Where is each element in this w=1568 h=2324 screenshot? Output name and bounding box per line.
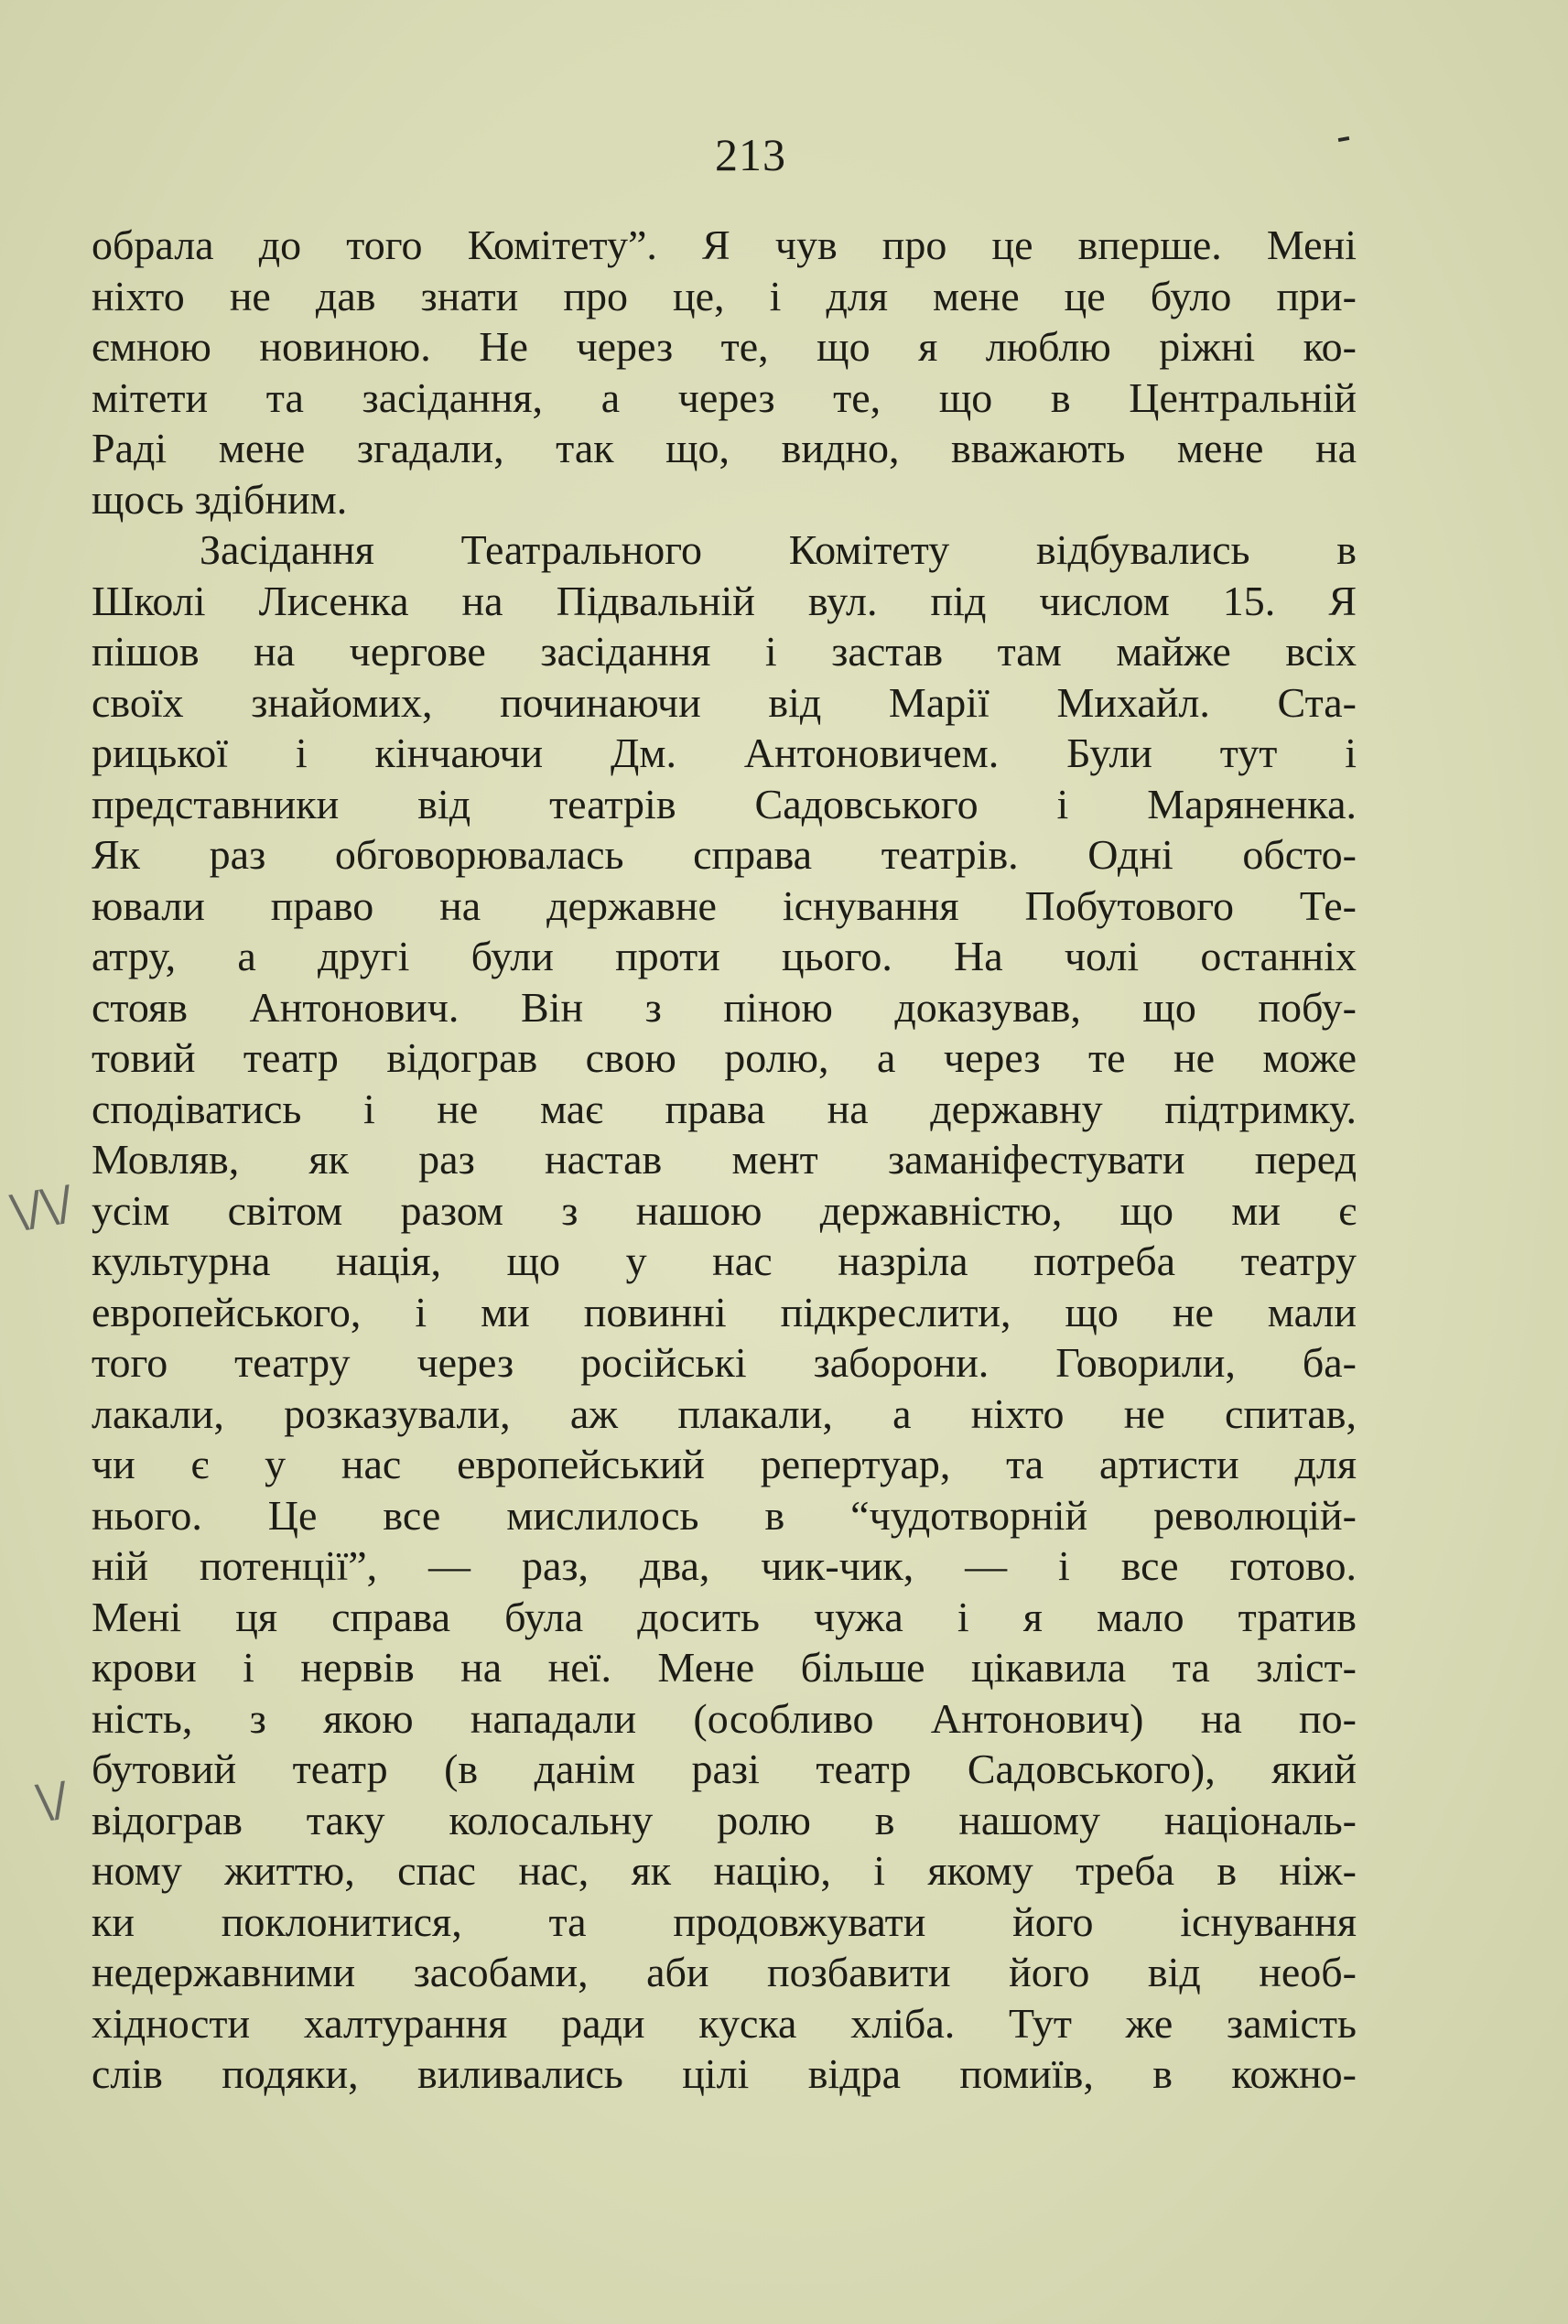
text-line: культурна нація, що у нас назріла потреба театру <box>92 1238 1357 1284</box>
text-line: Раді мене згадали, так що, видно, вважають мене на <box>92 425 1357 471</box>
text-line: рицької і кінчаючи Дм. Антоновичем. Були тут і <box>92 730 1357 776</box>
text-line: щось здібним. <box>92 475 348 523</box>
text-line: европейського, і ми повинні підкреслити, що не мали <box>92 1288 1357 1335</box>
text-line: усім світом разом з нашою державністю, що ми є <box>92 1186 1357 1234</box>
text-line: пішов на чергове засідання і застав там майже всіх <box>92 628 1357 675</box>
text-line: нього. Це все мислилось в “чудотворній революцій- <box>92 1491 1357 1539</box>
text-line: товий театр відограв свою ролю, а через те не може <box>92 1034 1357 1081</box>
text-line: слів подяки, виливались цілі відра помиїв, в кожно- <box>92 2050 1357 2097</box>
margin-check-mark: \/\/ <box>6 1175 77 1239</box>
text-line: крови і нервів на неї. Мене більше цікавила та зліст- <box>92 1644 1357 1691</box>
text-line: своїх знайомих, починаючи від Марії Михайл. Ста- <box>92 678 1357 726</box>
text-line: сподіватись і не має права на державну підтримку. <box>92 1085 1357 1132</box>
text-line: ність, з якою нападали (особливо Антонович) на по- <box>92 1694 1357 1742</box>
text-line: Мовляв, як раз настав мент заманіфестувати перед <box>92 1136 1357 1183</box>
text-line: атру, а другі були проти цього. На чолі останніх <box>92 933 1357 979</box>
text-line: ному життю, спас нас, як націю, і якому треба в ніж- <box>92 1847 1357 1894</box>
text-line: лакали, розказували, аж плакали, а ніхто не спитав, <box>92 1389 1357 1437</box>
text-line: Засідання Театрального Комітету відбувались в <box>200 526 1357 573</box>
text-line: недержавними засобами, аби позбавити його від необ- <box>92 1949 1357 1995</box>
text-line: обрала до того Комітету”. Я чув про це вперше. Мені <box>92 222 1357 268</box>
text-line: Школі Лисенка на Підвальній вул. під числом 15. Я <box>92 577 1357 624</box>
text-line: чи є у нас европейський репертуар, та артисти для <box>92 1441 1357 1487</box>
text-line: хідности халтурання ради куска хліба. Тут же замість <box>92 1999 1357 2047</box>
text-line: бутовий театр (в данім разі театр Садовського), який <box>92 1746 1357 1792</box>
text-line: того театру через російські заборони. Говорили, ба- <box>92 1339 1357 1386</box>
text-line: представники від театрів Садовського і Маряненка. <box>92 780 1357 827</box>
page-number: 213 <box>715 129 786 180</box>
text-line: ювали право на державне існування Побутового Те- <box>92 881 1357 929</box>
text-line: ній потенції”, — раз, два, чик-чик, — і все готово. <box>92 1542 1357 1589</box>
text-line: ніхто не дав знати про це, і для мене це було при- <box>92 272 1357 319</box>
margin-check-mark: \/ <box>33 1771 71 1830</box>
text-line: Мені ця справа була досить чужа і я мало тратив <box>92 1593 1357 1640</box>
text-line: Як раз обговорювалась справа театрів. Одні обсто- <box>92 831 1357 878</box>
body-text <box>92 220 1357 2100</box>
text-line: стояв Антонович. Він з піною доказував, що побу- <box>92 983 1357 1031</box>
text-line: ки поклонитися, та продовжувати його існування <box>92 1897 1357 1945</box>
text-line: ємною новиною. Не через те, що я люблю ріжні ко- <box>92 323 1357 370</box>
text-line: мітети та засідання, а через те, що в Центральній <box>92 373 1357 421</box>
text-line: відограв таку колосальну ролю в нашому національ- <box>92 1796 1357 1843</box>
